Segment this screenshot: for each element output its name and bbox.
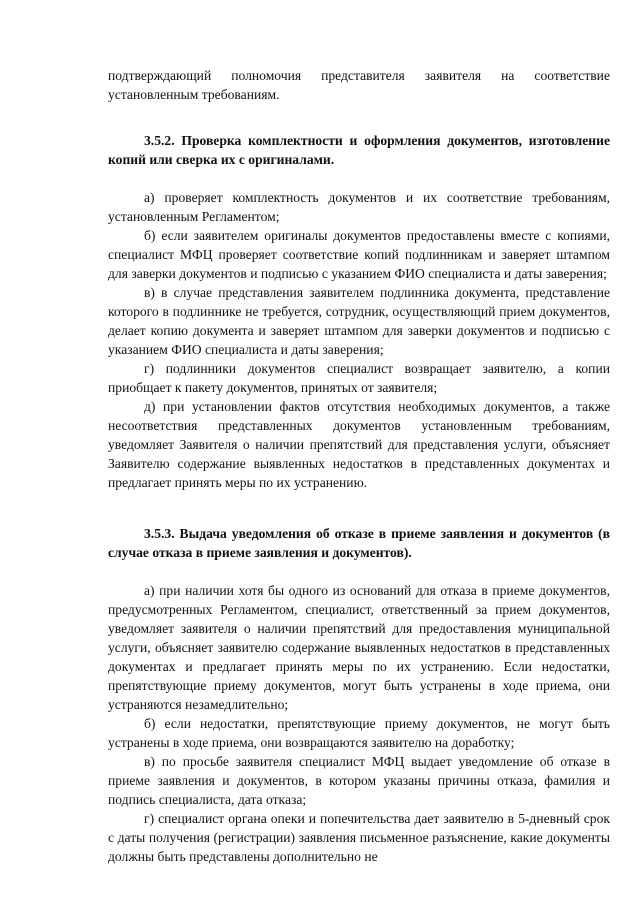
section-3-5-3-item-g: г) специалист органа опеки и попечительства дает заявителю в 5-дневный срок с даты получения (регистрации) заявления письменное разъяснение, какие документы должны быть представлены дополнительно не	[108, 811, 610, 864]
intro-paragraph: подтверждающий полномочия представителя заявителя на соответствие установленным требованиям.	[108, 68, 610, 102]
section-3-5-3-heading: 3.5.3. Выдача уведомления об отказе в приеме заявления и документов (в случае отказа в приеме заявления и документов).	[108, 526, 610, 560]
section-3-5-2-item-g: г) подлинники документов специалист возвращает заявителю, а копии приобщает к пакету документов, принятых от заявителя;	[108, 361, 610, 395]
section-3-5-2-item-d: д) при установлении фактов отсутствия необходимых документов, а также несоответствия представленных документов установленным требованиям, уведомляет Заявителя о наличии препятствий для представления услуги, объясняет Заявителю содержание выявленных недостатков в представленных документах и предлагает принять меры по их устранению.	[108, 399, 610, 490]
section-3-5-2-item-b: б) если заявителем оригиналы документов предоставлены вместе с копиями, специалист МФЦ проверяет соответствие копий подлинникам и заверяет штампом для заверки документов и подписью с указанием ФИО специалиста и даты заверения;	[108, 228, 610, 281]
section-3-5-3-item-a: а) при наличии хотя бы одного из оснований для отказа в приеме документов, предусмотренных Регламентом, специалист, ответственный за прием документов, уведомляет заявителя о наличии препятствий для предоставления муниципальной услуги, объясняет заявителю содержание выявленных недостатков в представленных документах и предлагает принять меры по их устранению. Если недостатки, препятствующие приему документов, могут быть устранены в ходе приема, они устраняются незамедлительно;	[108, 583, 610, 712]
section-3-5-2-item-a: а) проверяет комплектность документов и их соответствие требованиям, установленным Регламентом;	[108, 190, 610, 224]
document-page	[108, 66, 610, 866]
section-3-5-3-item-v: в) по просьбе заявителя специалист МФЦ выдает уведомление об отказе в приеме заявления и документов, в котором указаны причины отказа, фамилия и подпись специалиста, дата отказа;	[108, 754, 610, 807]
section-3-5-2-heading: 3.5.2. Проверка комплектности и оформления документов, изготовление копий или сверка их с оригиналами.	[108, 133, 610, 167]
section-3-5-2-item-v: в) в случае представления заявителем подлинника документа, представление которого в подлиннике не требуется, сотрудник, осуществляющий прием документов, делает копию документа и заверяет штампом для заверки документов и подписью с указанием ФИО специалиста и даты заверения;	[108, 285, 610, 357]
section-3-5-3-item-b: б) если недостатки, препятствующие приему документов, не могут быть устранены в ходе приема, они возвращаются заявителю на доработку;	[108, 716, 610, 750]
